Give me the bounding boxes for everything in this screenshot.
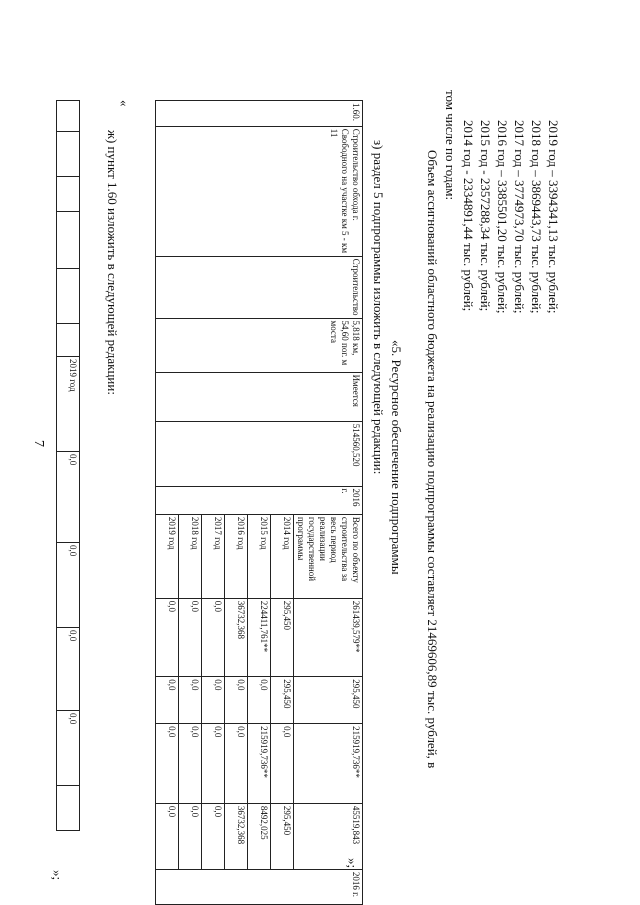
year-value: 0,0 — [156, 677, 179, 724]
year-label: 2018 год — [179, 514, 202, 598]
row-number: 1.60. — [156, 101, 363, 127]
page-number: 7 — [31, 440, 46, 447]
top-suffix: »; — [50, 870, 65, 881]
year-value: 36732,368 — [225, 803, 248, 869]
year-line: 2015 год - 2357288,34 тыс. рублей; — [478, 120, 493, 312]
section-intro: з) раздел 5 подпрограммы изложить в следующей редакции: — [371, 140, 386, 475]
year-value: 295,450 — [271, 677, 294, 724]
year-label: 2017 год — [202, 514, 225, 598]
year-line: 2017 год – 3774973,70 тыс. рублей; — [512, 120, 527, 314]
total-1: 295,450 — [294, 677, 363, 724]
year-value: 8492,025 — [248, 803, 271, 869]
total-3: 45519,843 — [294, 803, 363, 869]
year-label: 2016 год — [225, 514, 248, 598]
year-value: 0,0 — [248, 677, 271, 724]
year-value: 0,0 — [179, 677, 202, 724]
year-value: 0,0 — [202, 803, 225, 869]
top-cell-4: 0,0 — [57, 711, 80, 786]
doc-status: Имеется — [156, 372, 363, 421]
volume-line-1: Объем ассигнований областного бюджета на реализацию подпрограммы составляет 21469606,89 тыс. рублей, в — [425, 150, 440, 769]
top-cell-1: 0,0 — [57, 452, 80, 543]
table-suffix: »; — [345, 858, 360, 869]
year-value: 224411,761** — [248, 598, 271, 676]
top-cell-year: 2019 год — [57, 357, 80, 452]
year-label: 2015 год — [248, 514, 271, 598]
start-year: 2016 г. — [156, 486, 363, 514]
intro-text: ж) пункт 1.60 изложить в следующей редакции: — [105, 130, 120, 395]
year-value: 0,0 — [156, 724, 179, 804]
year-value: 0,0 — [156, 598, 179, 676]
year-value: 0,0 — [202, 677, 225, 724]
year-value: 0,0 — [179, 598, 202, 676]
end-year: 2016 г. — [156, 869, 363, 904]
year-value: 0,0 — [225, 724, 248, 804]
period-label: Всего по объекту строительства за весь период реализации государственной программы — [294, 514, 363, 598]
top-cell-3: 0,0 — [57, 628, 80, 711]
year-line: 2018 год – 3869443,73 тыс. рублей; — [529, 120, 544, 314]
year-label: 2019 год — [156, 514, 179, 598]
year-value: 215919,736** — [248, 724, 271, 804]
top-cell-2: 0,0 — [57, 543, 80, 628]
year-value: 295,450 — [271, 803, 294, 869]
year-line: 2016 год – 3385501,20 тыс. рублей; — [495, 120, 510, 314]
year-value: 0,0 — [179, 803, 202, 869]
year-value: 0,0 — [156, 803, 179, 869]
total-2: 215919,736** — [294, 724, 363, 804]
year-value: 0,0 — [202, 598, 225, 676]
total-0: 261439,579** — [294, 598, 363, 676]
year-value: 295,450 — [271, 598, 294, 676]
volume-line-2: том числе по годам: — [443, 90, 458, 201]
capacity: 5,818 км, 54,60 пог. м моста — [156, 318, 363, 372]
section-title: «5. Ресурсное обеспечение подпрограммы — [389, 340, 404, 575]
cost: 514560,520 — [156, 421, 363, 486]
year-line: 2019 год – 3394341,13 тыс. рублей; — [546, 120, 561, 314]
work-kind: Строительство — [156, 256, 363, 318]
year-value: 0,0 — [225, 677, 248, 724]
quote-open: « — [117, 100, 132, 107]
year-label: 2014 год — [271, 514, 294, 598]
year-line: 2014 год - 2334891,44 тыс. рублей; — [461, 120, 476, 312]
top-table — [56, 100, 80, 831]
year-value: 0,0 — [271, 724, 294, 804]
main-table — [155, 100, 363, 905]
year-value: 36732,368 — [225, 598, 248, 676]
object-name: Строительство обхода г. Свободного на участке км 5 - км 11 — [156, 126, 363, 256]
year-value: 0,0 — [179, 724, 202, 804]
year-value: 0,0 — [202, 724, 225, 804]
